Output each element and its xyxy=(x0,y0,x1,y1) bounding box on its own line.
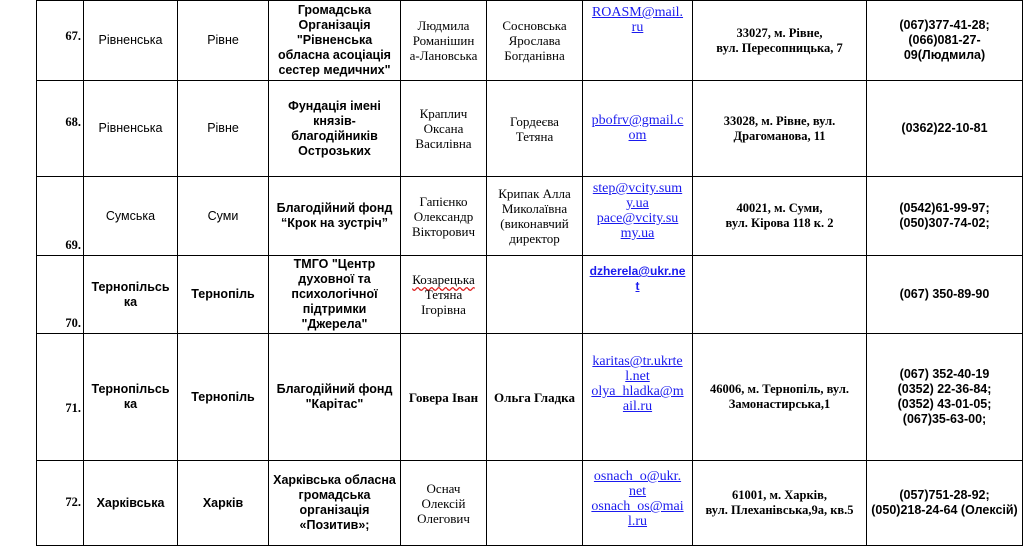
row-number: 72. xyxy=(37,461,84,546)
contact-person-cell: Гордеєва Тетяна xyxy=(487,81,583,177)
email-link[interactable]: olya_hladka@m ail.ru xyxy=(591,384,684,414)
address-cell xyxy=(693,256,867,334)
phone-cell: (057)751-28-92; (050)218-24-64 (Олексій) xyxy=(867,461,1023,546)
email-cell xyxy=(583,334,693,461)
phone-cell: (067) 350-89-90 xyxy=(867,256,1023,334)
table-row xyxy=(37,1,1023,81)
organization-cell: Харківська обласна громадська організація «Позитив»; xyxy=(269,461,401,546)
contact-person-cell: Сосновська Ярослава Богданівна xyxy=(487,1,583,81)
head-cell: Говера Іван xyxy=(401,334,487,461)
email-cell xyxy=(583,1,693,81)
organization-cell: Благодійний фонд "Карітас" xyxy=(269,334,401,461)
table-row xyxy=(37,177,1023,256)
city-cell: Рівне xyxy=(178,81,269,177)
table-row xyxy=(37,81,1023,177)
city-cell: Суми xyxy=(178,177,269,256)
email-link[interactable]: pace@vcity.su my.ua xyxy=(596,211,679,241)
row-number: 71. xyxy=(37,334,84,461)
organization-cell: Фундація імені князів- благодійників Острозьких xyxy=(269,81,401,177)
address-cell: 40021, м. Суми, вул. Кірова 118 к. 2 xyxy=(693,177,867,256)
address-cell: 33027, м. Рівне, вул. Пересопницька, 7 xyxy=(693,1,867,81)
organization-cell: ТМГО "Центр духовної та психологічної підтримки "Джерела" xyxy=(269,256,401,334)
table-row xyxy=(37,461,1023,546)
phone-cell: (0542)61-99-97; (050)307-74-02; xyxy=(867,177,1023,256)
region-cell: Сумська xyxy=(84,177,178,256)
email-link[interactable]: step@vcity.sum y.ua xyxy=(592,181,683,211)
contact-person-cell: Ольга Гладка xyxy=(487,334,583,461)
city-cell: Харків xyxy=(178,461,269,546)
email-link[interactable]: ROASM@mail. ru xyxy=(591,5,684,35)
phone-cell: (067)377-41-28; (066)081-27-09(Людмила) xyxy=(867,1,1023,81)
city-cell: Тернопіль xyxy=(178,256,269,334)
email-cell xyxy=(583,177,693,256)
email-link[interactable]: osnach_o@ukr. net xyxy=(593,469,682,499)
organizations-table xyxy=(36,0,1023,546)
organization-cell: Громадська Організація "Рівненська обласна асоціація сестер медичних" xyxy=(269,1,401,81)
address-cell: 61001, м. Харків, вул. Плеханівська,9а, кв.5 xyxy=(693,461,867,546)
phone-cell: (0362)22-10-81 xyxy=(867,81,1023,177)
table-row xyxy=(37,334,1023,461)
address-cell: 33028, м. Рівне, вул. Драгоманова, 11 xyxy=(693,81,867,177)
phone-cell: (067) 352-40-19 (0352) 22-36-84; (0352) 43-01-05; (067)35-63-00; xyxy=(867,334,1023,461)
region-cell: Тернопільсь ка xyxy=(84,256,178,334)
email-cell xyxy=(583,256,693,334)
head-cell: Гапієнко Олександр Вікторович xyxy=(401,177,487,256)
region-cell: Харківська xyxy=(84,461,178,546)
region-cell: Тернопільсь ка xyxy=(84,334,178,461)
city-cell: Тернопіль xyxy=(178,334,269,461)
row-number: 67. xyxy=(37,1,84,81)
row-number: 69. xyxy=(37,177,84,256)
email-link[interactable]: karitas@tr.ukrte l.net xyxy=(592,354,683,384)
email-cell xyxy=(583,81,693,177)
organization-cell: Благодійний фонд “Крок на зустріч” xyxy=(269,177,401,256)
row-number: 68. xyxy=(37,81,84,177)
email-link[interactable]: pbofrv@gmail.c om xyxy=(591,113,684,143)
email-link[interactable]: osnach_os@mai l.ru xyxy=(591,499,684,529)
head-cell: Людмила Романішин а-Лановська xyxy=(401,1,487,81)
address-cell: 46006, м. Тернопіль, вул. Замонастирська,1 xyxy=(693,334,867,461)
contact-person-cell xyxy=(487,256,583,334)
head-cell: Козарецька Тетяна Ігорівна xyxy=(401,256,487,334)
contact-person-cell xyxy=(487,461,583,546)
head-cell: Краплич Оксана Василівна xyxy=(401,81,487,177)
region-cell: Рівненська xyxy=(84,81,178,177)
city-cell: Рівне xyxy=(178,1,269,81)
row-number: 70. xyxy=(37,256,84,334)
head-cell: Оснач Олексій Олегович xyxy=(401,461,487,546)
email-link[interactable]: dzherela@ukr.ne t xyxy=(589,264,686,293)
table-row xyxy=(37,256,1023,334)
email-cell xyxy=(583,461,693,546)
region-cell: Рівненська xyxy=(84,1,178,81)
contact-person-cell: Крипак Алла Миколаївна (виконавчий директор xyxy=(487,177,583,256)
